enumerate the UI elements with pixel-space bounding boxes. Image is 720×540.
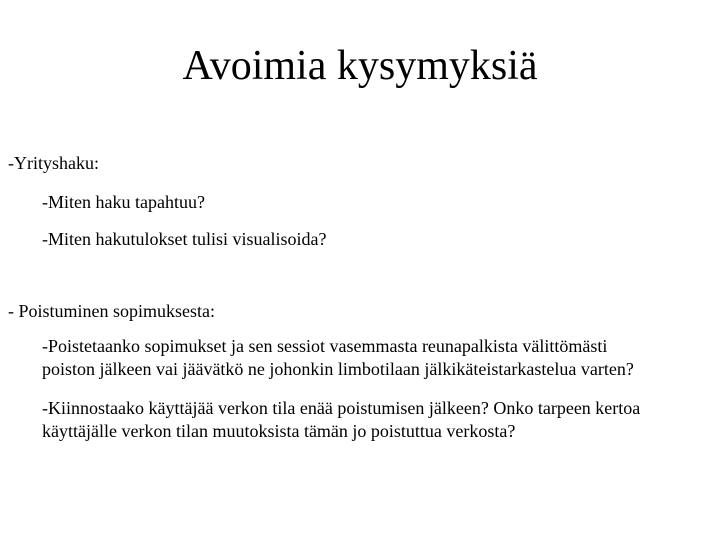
question-item [42, 335, 714, 381]
question-item: -Miten hakutulokset tulisi visualisoida? [42, 229, 327, 249]
question-line: -Poistetaanko sopimukset ja sen sessiot vasemmasta reunapalkista välittömästi [42, 336, 608, 356]
question-line: poiston jälkeen vai jäävätkö ne johonkin limbotilaan jälkikäteistarkastelua varten? [42, 359, 634, 379]
slide-title: Avoimia kysymyksiä [182, 43, 538, 89]
section-heading-yrityshaku: -Yrityshaku: [8, 153, 99, 173]
question-line: -Kiinnostaako käyttäjää verkon tila enää poistumisen jälkeen? Onko tarpeen kertoa [42, 398, 641, 418]
question-line: käyttäjälle verkon tilan muutoksista tämän jo poistuttua verkosta? [42, 421, 516, 441]
question-item: -Miten haku tapahtuu? [42, 192, 205, 212]
section-heading-poistuminen: - Poistuminen sopimuksesta: [8, 301, 215, 321]
question-item [42, 397, 714, 443]
